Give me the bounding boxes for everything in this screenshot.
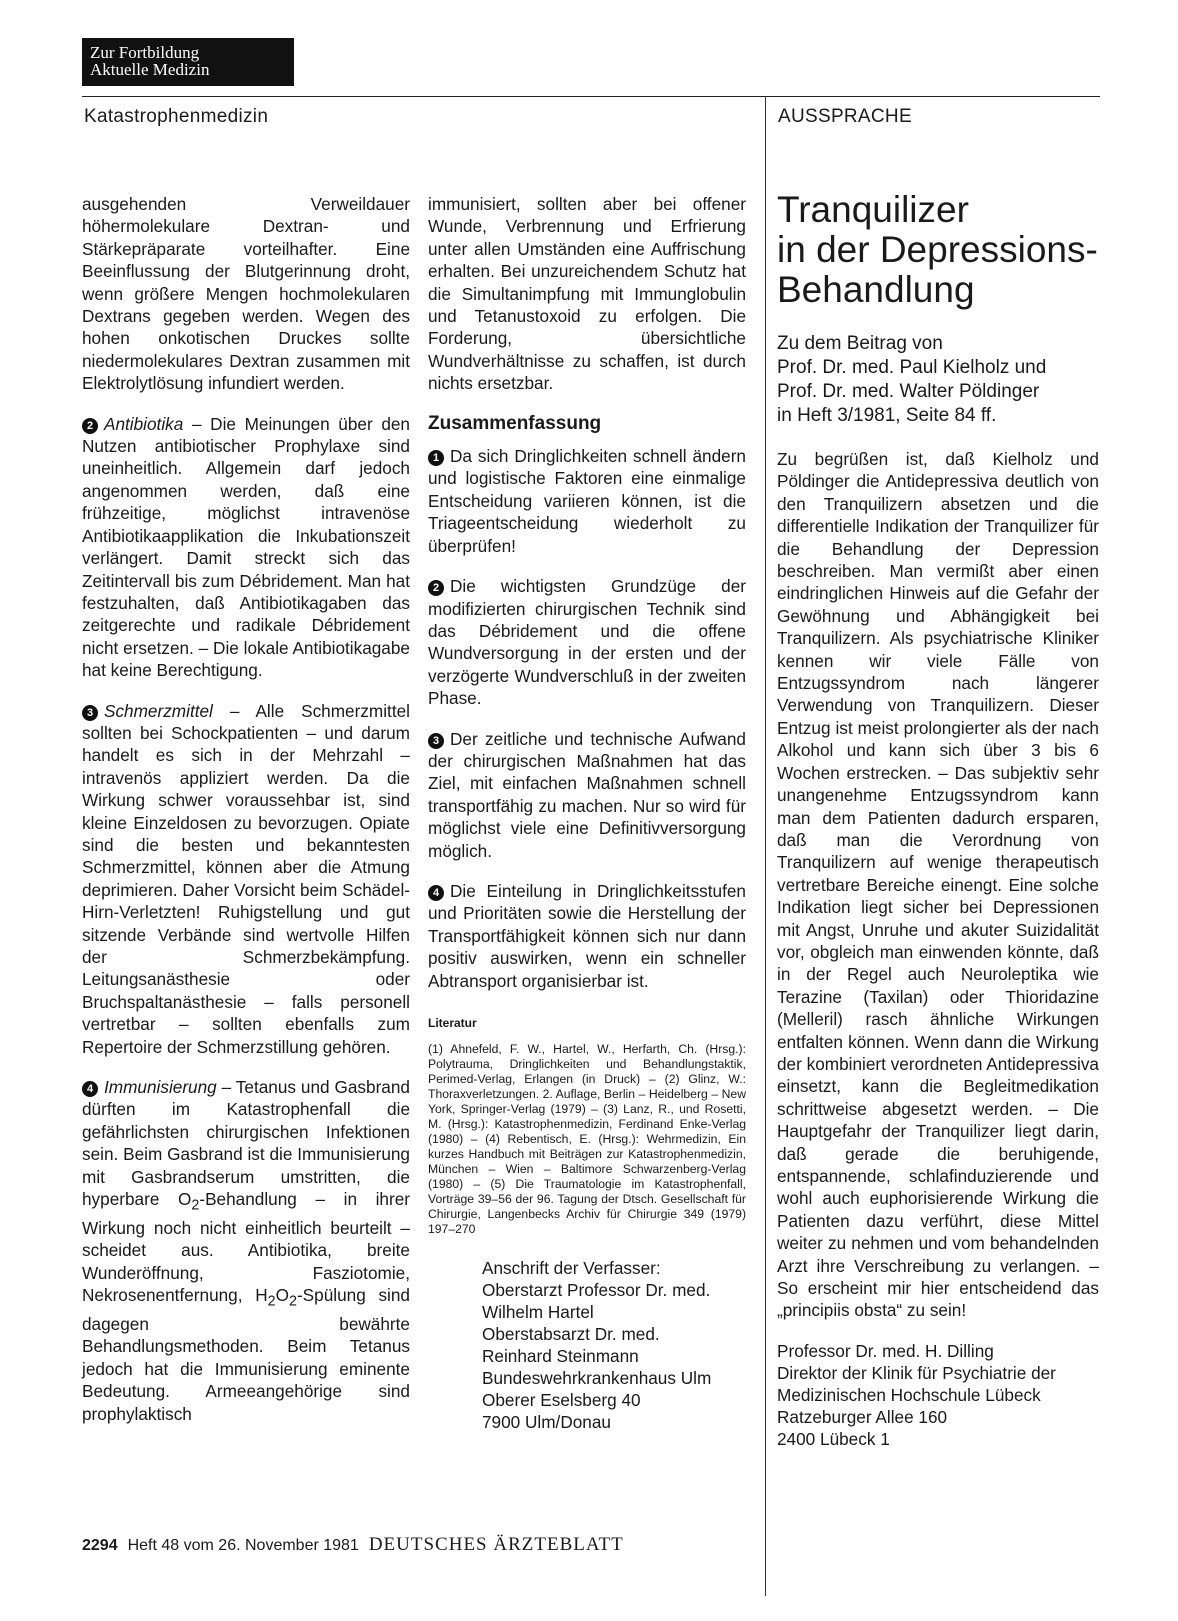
summary-item-2 <box>428 575 746 709</box>
signature-line: Direktor der Klinik für Psychiatrie der <box>777 1362 1056 1383</box>
subscript: 2 <box>191 1197 200 1214</box>
address-line: Oberer Eselsberg 40 <box>482 1390 641 1411</box>
text-immunisierung-a: – Tetanus und Gasbrand dürften im Katastrophenfall die gefährlichsten chirurgischen Infektionen sein. Beim Gasbrand ist die Immunisierung mit Gasbrandserum umstritten, die hyperbare O <box>82 1077 410 1210</box>
lead-immunisierung: Immunisierung <box>104 1077 217 1098</box>
column-3 <box>777 190 1099 1450</box>
rubric-line-2: Aktuelle Medizin <box>90 60 210 79</box>
address-line: Wilhelm Hartel <box>482 1302 594 1323</box>
page-number: 2294 <box>82 1537 118 1554</box>
article-title <box>777 190 1099 310</box>
paragraph-tetanus: immunisiert, sollten aber bei offener Wunde, Verbrennung und Erfrierung unter allen Umständen eine Auffrischung erhalten. Bei unzureichendem Schutz hat die Simultanimpfung mit Immunglobulin und Tetanustoxoid zu erfolgen. Die Forderung, übersichtliche Wundverhältnisse zu schaffen, ist durch nichts ersetzbar. <box>428 194 746 394</box>
reference-line: Prof. Dr. med. Walter Pöldinger <box>777 381 1040 402</box>
summary-text-2: Die wichtigsten Grundzüge der modifizierten chirurgischen Technik sind das Débridement und die offene Wundversorgung in der ersten und der verzögerte Wundverschluß in der zweiten Phase. <box>428 576 746 709</box>
text-schmerzmittel: – Alle Schmerzmittel sollten bei Schockpatienten – und darum handelt es sich in der Mehrzahl – intravenös appliziert werden. Da die Wirkung schwer voraussehbar ist, sind kleine Einzeldosen zu bevorzugen. Opiate sind die besten und bekanntesten Schmerzmittel, können aber die Atmung deprimieren. Daher Vorsicht beim Schädel-Hirn-Verletzten! Ruhigstellung und gut sitzende Verbände sind wertvolle Hilfen der Schmerzbekämpfung. Leitungsanästhesie oder Bruchspaltanästhesie – falls personell vertretbar – sollten ebenfalls zum Repertoire der Schmerzstillung gehören. <box>82 700 410 1057</box>
summary-text-3: Der zeitliche und technische Aufwand der chirurgischen Maßnahmen hat das Ziel, mit einfachen Maßnahmen schnell transportfähig zu machen. Nur so wird für möglichst viele eine Definitivversorgung möglich. <box>428 728 746 861</box>
summary-item-3 <box>428 728 746 862</box>
letter-body: Zu begrüßen ist, daß Kielholz und Pöldinger die Antidepressiva deutlich von den Tranquilizern absetzen und die differentielle Indikation der Tranquilizer für die Behandlung der Depression beschreiben. Man vermißt aber einen eindringlichen Hinweis auf die Gefahr der Gewöhnung und Abhängigkeit bei Tranquilizern. Als psychiatrische Kliniker kennen wir viele Fälle von Entzugssyndrom nach längerer Verwendung von Tranquilizern. Dieser Entzug ist meist prolongierter als der nach Alkohol und kann sich über 3 bis 6 Wochen erstrecken. – Das subjektiv sehr unangenehme Entzugssyndrom kann man dem Patienten dadurch ersparen, daß man die Verordnung von Tranquilizern auf wenige therapeutisch vertretbare Bereiche einengt. Eine solche Indikation liegt sicher bei Depressionen mit Angst, Unruhe und akuter Suizidalität vor, obgleich man einwenden könnte, daß in der Regel auch Neuroleptika wie Terazine (Taxilan) oder Thioridazine (Melleril) rasch ähnliche Wirkungen entfalten können. Wenn dann die Wirkung der kombiniert verordneten Antidepressiva einsetzt, kann die Begleitmedikation schrittweise abgesetzt werden. – Die Hauptgefahr der Tranquilizer liegt darin, daß gerade die beruhigende, entspannende, schlafinduzierende und wohl auch euphorisierende Wirkung die Patienten dazu verführt, diese Mittel weiter zu nehmen und vom behandelnden Arzt ihre Verschreibung zu verlangen. – So erscheint mir hier entscheidend das „principiis obsta“ zu sein! <box>777 449 1099 1321</box>
summary-item-1 <box>428 445 746 557</box>
reference-line: Zu dem Beitrag von <box>777 333 943 354</box>
article-reference <box>777 332 1099 428</box>
number-badge: 1 <box>428 450 444 466</box>
address-line: Anschrift der Verfasser: <box>482 1258 661 1279</box>
literature-heading: Literatur <box>428 1016 477 1030</box>
title-line: Behandlung <box>777 269 975 310</box>
paragraph-schmerzmittel <box>82 700 410 1059</box>
address-line: Oberstarzt Professor Dr. med. <box>482 1280 711 1301</box>
column-2 <box>428 193 746 1433</box>
section-label-left: Katastrophenmedizin <box>84 106 269 127</box>
title-line: in der Depressions- <box>777 229 1098 270</box>
summary-text-4: Die Einteilung in Dringlichkeitsstufen und Prioritäten sowie die Herstellung der Transportfähigkeit können sich nur dann positiv auswirken, wenn ein schneller Abtransport organisierbar ist. <box>428 880 746 991</box>
letter-signature <box>777 1340 1099 1450</box>
header-rule <box>82 96 1100 97</box>
number-badge: 3 <box>428 733 444 749</box>
number-badge: 4 <box>428 885 444 901</box>
text-immunisierung-d: -Spülung sind dagegen bewährte Behandlungsmethoden. Beim Tetanus jedoch hat die Immunisierung eminente Bedeutung. Armeeangehörige sind prophylaktisch <box>82 1285 410 1424</box>
summary-text-1: Da sich Dringlichkeiten schnell ändern und logistische Faktoren eine einmalige Entscheidung variieren können, ist die Triageentscheidung wiederholt zu überprüfen! <box>428 446 746 556</box>
author-address <box>482 1257 746 1433</box>
column-divider <box>765 96 766 1596</box>
address-line: Reinhard Steinmann <box>482 1346 639 1367</box>
rubric-box <box>82 38 294 86</box>
signature-line: Ratzeburger Allee 160 <box>777 1406 948 1427</box>
section-label-right: AUSSPRACHE <box>778 106 912 127</box>
literature-list: (1) Ahnefeld, F. W., Hartel, W., Herfarth, Ch. (Hrsg.): Polytrauma, Dringlichkeiten und Behandlungstaktik, Perimed-Verlag, Erlangen (in Druck) – (2) Glinz, W.: Thoraxverletzungen. 2. Auflage, Berlin – Heidelberg – New York, Springer-Verlag (1979) – (3) Lanz, R., und Rosetti, M. (Hrsg.): Katastrophenmedizin, Ferdinand Enke-Verlag (1980) – (4) Rebentisch, E. (Hrsg.): Wehrmedizin, Ein kurzes Handbuch mit Beiträgen zur Katastrophenmedizin, München – Wien – Baltimore Schwarzenberg-Verlag (1980) – (5) Die Traumatologie im Katastrophenfall, Vorträge 39–56 der 96. Tagung der Dtsch. Gesellschaft für Chirurgie, Langenbecks Archiv für Chirurgie 349 (1979) 197–270 <box>428 1042 746 1237</box>
rubric-line-1: Zur Fortbildung <box>90 43 200 62</box>
page-footer <box>82 1534 624 1556</box>
lead-schmerzmittel: Schmerzmittel <box>104 700 213 721</box>
summary-heading: Zusammenfassung <box>428 412 602 434</box>
title-line: Tranquilizer <box>777 189 969 230</box>
signature-line: Professor Dr. med. H. Dilling <box>777 1340 994 1361</box>
column-1 <box>82 193 410 1425</box>
number-badge: 4 <box>82 1081 98 1097</box>
reference-line: Prof. Dr. med. Paul Kielholz und <box>777 357 1047 378</box>
lead-antibiotika: Antibiotika <box>104 413 184 434</box>
text-immunisierung-b: -Behandlung – in ihrer Wirkung noch nicht einheitlich beurteilt – scheidet aus. Antibiotika, breite Wunderöffnung, Fasziotomie, Nekrosenentfernung, H <box>82 1189 411 1306</box>
text-immunisierung-c: O <box>275 1285 289 1306</box>
paragraph-immunisierung <box>82 1076 410 1425</box>
magazine-name: DEUTSCHES ÄRZTEBLATT <box>368 1534 624 1555</box>
summary-item-4 <box>428 880 746 992</box>
text-antibiotika: – Die Meinungen über den Nutzen antibiotischer Prophylaxe sind uneinheitlich. Allgemein darf jedoch angenommen werden, daß eine frühzeitige, möglichst intravenöse Antibiotikaapplikation die Inkubationszeit verlängert. Damit streckt sich das Zeitintervall bis zum Débridement. Man hat festzuhalten, daß Antibiotikagaben das zeitgerechte und radikale Débridement nicht ersetzen. – Die lokale Antibiotikagabe hat keine Berechtigung. <box>82 413 410 681</box>
number-badge: 3 <box>82 705 98 721</box>
number-badge: 2 <box>82 418 98 434</box>
number-badge: 2 <box>428 580 444 596</box>
signature-line: 2400 Lübeck 1 <box>777 1428 890 1449</box>
subscript: 2 <box>267 1293 276 1310</box>
issue-info: Heft 48 vom 26. November 1981 <box>127 1537 359 1554</box>
address-line: Bundeswehrkrankenhaus Ulm <box>482 1368 712 1389</box>
paragraph-antibiotika <box>82 413 410 682</box>
reference-line: in Heft 3/1981, Seite 84 ff. <box>777 405 997 426</box>
subscript: 2 <box>288 1293 297 1310</box>
signature-line: Medizinischen Hochschule Lübeck <box>777 1384 1041 1405</box>
address-line: Oberstabsarzt Dr. med. <box>482 1324 660 1345</box>
paragraph-dextran: ausgehenden Verweildauer höhermolekulare Dextran- und Stärkepräparate vorteilhafter. Eine Beeinflussung der Blutgerinnung droht, wenn größere Mengen hochmolekularen Dextrans gegeben werden. Wegen des hohen onkotischen Druckes sollte niedermolekulares Dextran zusammen mit Elektrolytlösung infundiert werden. <box>82 194 410 394</box>
address-line: 7900 Ulm/Donau <box>482 1412 611 1433</box>
